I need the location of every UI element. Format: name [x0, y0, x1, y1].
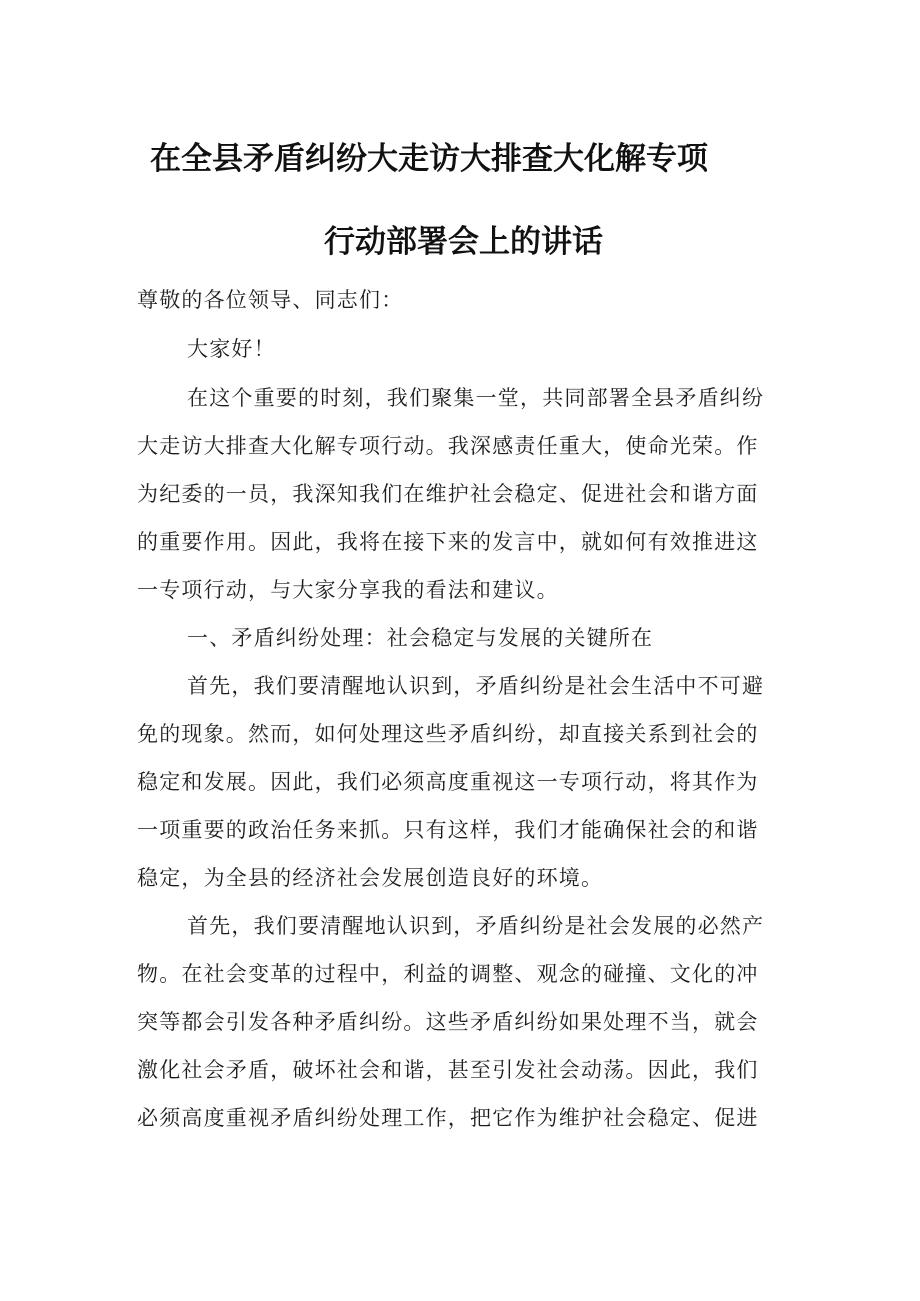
greeting: 大家好！	[187, 337, 276, 361]
body-line: 稳定和发展。因此，我们必须高度重视这一专项行动，将其作为	[137, 770, 759, 794]
document-title-line-1: 在全县矛盾纠纷大走访大排查大化解专项	[150, 141, 708, 177]
body-line: 必须高度重视矛盾纠纷处理工作，把它作为维护社会稳定、促进	[137, 1106, 759, 1130]
body-line: 为纪委的一员，我深知我们在维护社会稳定、促进社会和谐方面	[137, 482, 759, 506]
document-title-line-2: 行动部署会上的讲话	[324, 224, 603, 260]
body-line: 一项重要的政治任务来抓。只有这样，我们才能确保社会的和谐	[137, 818, 759, 842]
body-line: 突等都会引发各种矛盾纠纷。这些矛盾纠纷如果处理不当，就会	[137, 1010, 759, 1034]
body-line: 稳定，为全县的经济社会发展创造良好的环境。	[137, 866, 604, 890]
body-line: 大走访大排查大化解专项行动。我深感责任重大，使命光荣。作	[137, 434, 759, 458]
body-line: 的重要作用。因此，我将在接下来的发言中，就如何有效推进这	[137, 530, 759, 554]
body-line: 首先，我们要清醒地认识到，矛盾纠纷是社会生活中不可避	[187, 674, 765, 698]
salutation: 尊敬的各位领导、同志们：	[137, 288, 404, 312]
body-line: 在这个重要的时刻，我们聚集一堂，共同部署全县矛盾纠纷	[187, 386, 765, 410]
section-heading: 一、矛盾纠纷处理：社会稳定与发展的关键所在	[187, 626, 654, 650]
body-line: 首先，我们要清醒地认识到，矛盾纠纷是社会发展的必然产	[187, 914, 765, 938]
body-line: 一专项行动，与大家分享我的看法和建议。	[137, 578, 559, 602]
body-line: 免的现象。然而，如何处理这些矛盾纠纷，却直接关系到社会的	[137, 722, 759, 746]
body-line: 激化社会矛盾，破坏社会和谐，甚至引发社会动荡。因此，我们	[137, 1058, 759, 1082]
body-line: 物。在社会变革的过程中，利益的调整、观念的碰撞、文化的冲	[137, 962, 759, 986]
